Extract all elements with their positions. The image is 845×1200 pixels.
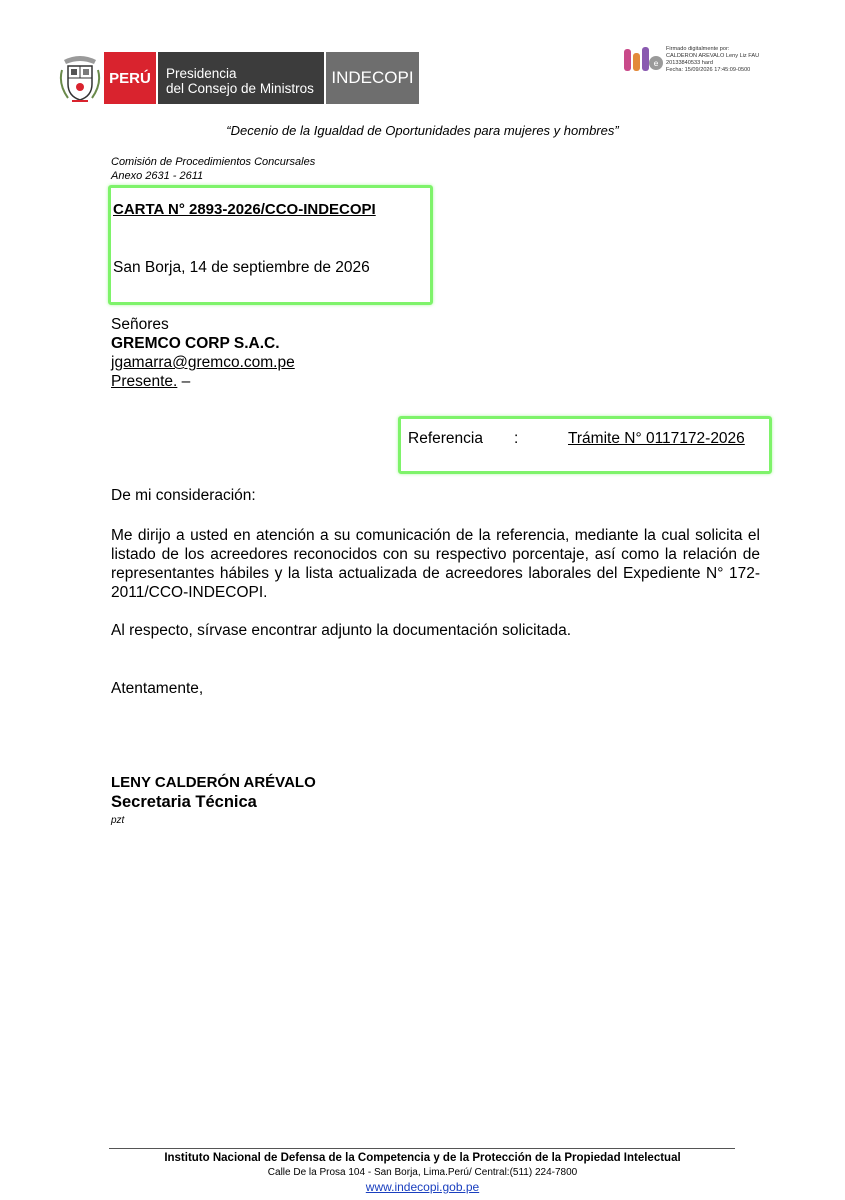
digital-signature-text bbox=[666, 46, 759, 74]
signer-name: LENY CALDERÓN ARÉVALO bbox=[111, 774, 316, 791]
closing: Atentamente, bbox=[111, 680, 204, 697]
place-date: San Borja, 14 de septiembre de 2026 bbox=[113, 259, 370, 276]
footer-institution: Instituto Nacional de Defensa de la Competencia y de la Protección de la Propiedad Intelectual bbox=[164, 1152, 681, 1164]
footer-address: Calle De la Prosa 104 - San Borja, Lima.Perú/ Central:(511) 224-7800 bbox=[267, 1167, 578, 1178]
signature-line3: 20133840533 hard bbox=[666, 60, 713, 66]
commission-name: Comisión de Procedimientos Concursales bbox=[111, 156, 316, 168]
email-link[interactable]: jgamarra@gremco.com.pe bbox=[111, 354, 295, 371]
addressee-block bbox=[111, 315, 295, 391]
pcm-logo-box bbox=[158, 52, 324, 104]
reference-label: Referencia bbox=[408, 430, 483, 447]
peru-label: PERÚ bbox=[109, 69, 151, 87]
body-paragraph-1: Me dirijo a usted en atención a su comunicación de la referencia, mediante la cual solicita el listado de los acreedores reconocidos con su respectivo porcentaje, así como la relación de representantes hábiles y la lista actualizada de acreedores laborales del Expediente N° 172-2011/CCO-INDECOPI. bbox=[111, 527, 760, 601]
peru-coat-of-arms-icon bbox=[58, 54, 102, 104]
website-link[interactable]: www.indecopi.gob.pe bbox=[365, 1180, 480, 1194]
typist-initials: pzt bbox=[111, 815, 125, 826]
signer-role: Secretaria Técnica bbox=[111, 793, 257, 811]
peru-logo-box bbox=[104, 52, 156, 104]
reference-colon: : bbox=[514, 430, 519, 447]
digital-signature-logo-icon bbox=[622, 45, 664, 77]
company-name: GREMCO CORP S.A.C. bbox=[111, 335, 280, 352]
presente-text: Presente. bbox=[111, 373, 178, 390]
signature-line4: Fecha: 15/09/2026 17:45:09-0500 bbox=[666, 67, 751, 73]
reference-value: Trámite N° 0117172-2026 bbox=[568, 430, 745, 447]
pcm-line2: del Consejo de Ministros bbox=[166, 81, 314, 96]
signature-line1: Firmado digitalmente por: bbox=[666, 46, 730, 52]
svg-text:e: e bbox=[653, 59, 659, 68]
letter-number: CARTA N° 2893-2026/CCO-INDECOPI bbox=[113, 201, 376, 218]
presente-dash: – bbox=[177, 373, 191, 390]
greeting: De mi consideración: bbox=[111, 487, 256, 504]
footer-divider bbox=[109, 1148, 735, 1149]
commission-annex: Anexo 2631 - 2611 bbox=[111, 170, 204, 182]
salutation-to: Señores bbox=[111, 316, 169, 333]
decade-slogan: “Decenio de la Igualdad de Oportunidades para mujeres y hombres” bbox=[226, 123, 619, 138]
indecopi-logo-box bbox=[326, 52, 419, 104]
commission-info bbox=[111, 155, 315, 183]
presente-line bbox=[111, 372, 295, 391]
signature-line2: CALDERON AREVALO Leny Liz FAU bbox=[666, 53, 760, 59]
indecopi-label: INDECOPI bbox=[331, 68, 414, 87]
pcm-line1: Presidencia bbox=[166, 66, 237, 81]
footer-website-line bbox=[0, 1180, 845, 1194]
body-paragraph-2: Al respecto, sírvase encontrar adjunto la documentación solicitada. bbox=[111, 622, 572, 639]
